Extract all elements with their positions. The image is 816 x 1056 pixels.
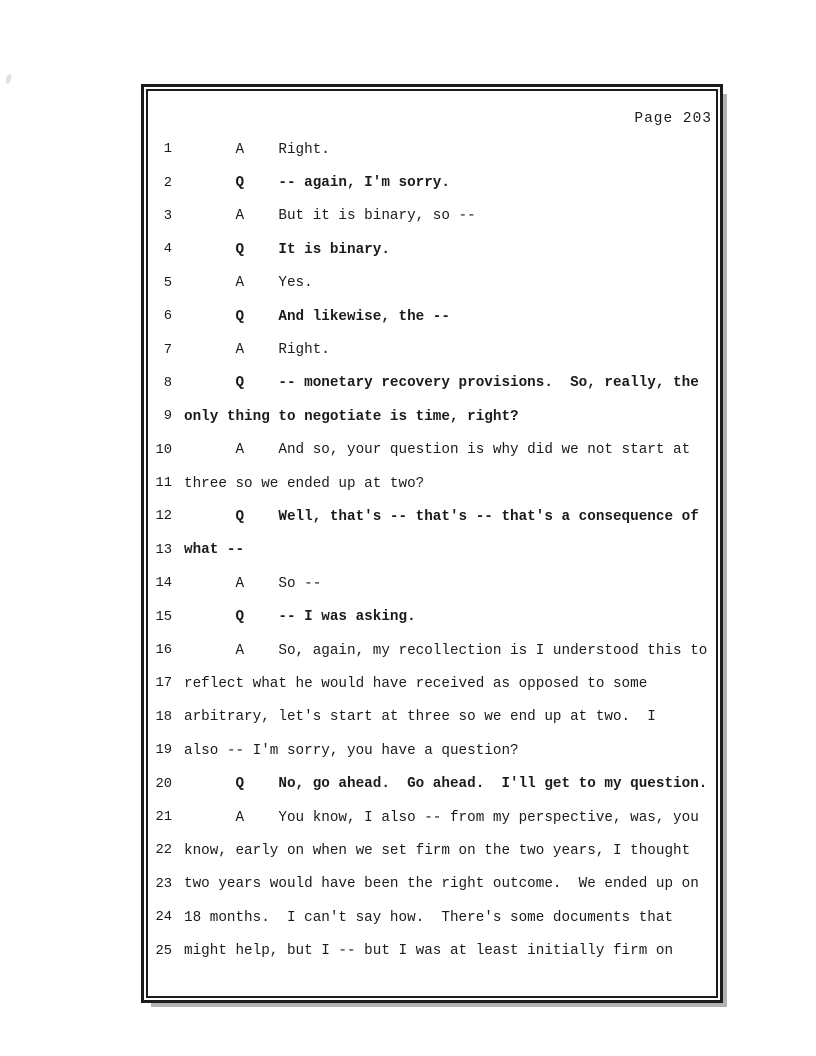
transcript-line — [148, 567, 716, 600]
line-content — [184, 208, 476, 224]
transcript-line — [148, 233, 716, 266]
transcript-page — [141, 84, 723, 1003]
line-number: 13 — [155, 542, 172, 558]
line-content — [184, 776, 707, 792]
line-text: also -- I'm sorry, you have a question? — [184, 742, 519, 759]
speaker-label: A — [235, 141, 245, 158]
transcript-line — [148, 667, 716, 700]
line-text: But it is binary, so -- — [278, 208, 476, 225]
line-content — [184, 743, 519, 759]
line-number: 17 — [155, 676, 172, 692]
line-content — [184, 576, 321, 592]
line-content — [184, 910, 673, 926]
line-content — [184, 676, 647, 692]
speaker-label: A — [235, 275, 245, 292]
line-number: 25 — [155, 943, 172, 959]
line-number: 4 — [163, 242, 172, 258]
page-number-label: Page 203 — [634, 111, 712, 127]
line-text: No, go ahead. Go ahead. I'll get to my question. — [278, 776, 708, 793]
transcript-line — [148, 400, 716, 433]
line-content — [184, 542, 244, 558]
line-number: 9 — [163, 409, 172, 425]
line-content — [184, 275, 313, 291]
line-number: 19 — [155, 743, 172, 759]
line-text: -- again, I'm sorry. — [278, 175, 450, 192]
transcript-line — [148, 734, 716, 767]
line-number: 11 — [155, 476, 172, 492]
line-text: And so, your question is why did we not start at — [278, 442, 691, 459]
line-content — [184, 810, 699, 826]
speaker-label: A — [235, 442, 245, 459]
line-content — [184, 409, 519, 425]
line-content — [184, 342, 330, 358]
line-number: 14 — [155, 576, 172, 592]
transcript-line — [148, 701, 716, 734]
speaker-label: A — [235, 208, 245, 225]
line-text: Yes. — [278, 275, 313, 292]
line-text: And likewise, the -- — [278, 308, 450, 325]
scan-artifact — [5, 73, 13, 84]
transcript-line — [148, 901, 716, 934]
transcript-line — [148, 600, 716, 633]
line-content — [184, 876, 699, 892]
line-text: Right. — [278, 141, 330, 158]
speaker-label: Q — [235, 375, 245, 392]
speaker-label: Q — [235, 508, 245, 525]
transcript-line — [148, 300, 716, 333]
transcript-line — [148, 200, 716, 233]
transcript-line — [148, 467, 716, 500]
speaker-label: Q — [235, 609, 245, 626]
line-number: 21 — [155, 810, 172, 825]
transcript-line — [148, 767, 716, 800]
line-number: 3 — [163, 208, 172, 224]
line-number: 16 — [155, 643, 172, 659]
transcript-line — [148, 834, 716, 867]
transcript-line — [148, 434, 716, 467]
line-number: 15 — [155, 609, 172, 625]
line-content — [184, 375, 699, 391]
line-number: 23 — [155, 876, 172, 892]
line-text: two years would have been the right outcome. We ended up on — [184, 876, 699, 893]
line-number: 10 — [155, 442, 172, 458]
transcript-line — [148, 333, 716, 366]
line-number: 1 — [163, 142, 172, 158]
line-text: So, again, my recollection is I understood this to — [278, 642, 708, 659]
line-text: -- monetary recovery provisions. So, really, the — [278, 375, 699, 392]
page-inner-border — [146, 89, 718, 998]
transcript-line — [148, 801, 716, 834]
line-text: arbitrary, let's start at three so we end up at two. I — [184, 709, 656, 726]
speaker-label: A — [235, 342, 245, 359]
line-content — [184, 242, 390, 258]
line-text: Well, that's -- that's -- that's a consequence of — [278, 508, 699, 525]
transcript-line — [148, 166, 716, 199]
line-text: 18 months. I can't say how. There's some documents that — [184, 909, 674, 926]
line-content — [184, 943, 673, 959]
line-number: 7 — [163, 342, 172, 358]
speaker-label: Q — [235, 308, 245, 325]
speaker-label: Q — [235, 241, 245, 258]
line-text: only thing to negotiate is time, right? — [184, 408, 519, 425]
line-number: 2 — [163, 175, 172, 191]
line-content — [184, 442, 690, 458]
transcript-line — [148, 934, 716, 967]
line-text: So -- — [278, 575, 322, 592]
transcript-line — [148, 367, 716, 400]
transcript-line — [148, 534, 716, 567]
line-text: know, early on when we set firm on the two years, I thought — [184, 842, 691, 859]
transcript-line — [148, 267, 716, 300]
transcript-body — [148, 133, 716, 968]
line-text: reflect what he would have received as opposed to some — [184, 675, 648, 692]
line-text: -- I was asking. — [278, 609, 416, 626]
line-number: 24 — [155, 910, 172, 926]
line-number: 18 — [155, 709, 172, 725]
line-number: 5 — [163, 275, 172, 291]
line-content — [184, 843, 690, 859]
line-content — [184, 709, 656, 725]
transcript-line — [148, 133, 716, 166]
line-number: 20 — [155, 776, 172, 792]
line-number: 22 — [155, 843, 172, 859]
transcript-line — [148, 500, 716, 533]
speaker-label: Q — [235, 175, 245, 192]
line-content — [184, 643, 707, 659]
line-text: might help, but I -- but I was at least initially firm on — [184, 943, 674, 960]
transcript-line — [148, 868, 716, 901]
line-number: 6 — [163, 309, 172, 325]
line-content — [184, 509, 699, 525]
line-text: three so we ended up at two? — [184, 475, 425, 492]
line-content — [184, 476, 424, 492]
speaker-label: A — [235, 642, 245, 659]
speaker-label: A — [235, 809, 245, 826]
line-content — [184, 309, 450, 325]
line-text: what -- — [184, 542, 245, 559]
line-text: You know, I also -- from my perspective, was, you — [278, 809, 699, 826]
speaker-label: Q — [235, 776, 245, 793]
line-content — [184, 175, 450, 191]
line-text: It is binary. — [278, 241, 390, 258]
transcript-line — [148, 634, 716, 667]
line-text: Right. — [278, 342, 330, 359]
speaker-label: A — [235, 575, 245, 592]
line-number: 12 — [155, 509, 172, 525]
line-number: 8 — [163, 375, 172, 391]
line-content — [184, 142, 330, 158]
line-content — [184, 609, 416, 625]
